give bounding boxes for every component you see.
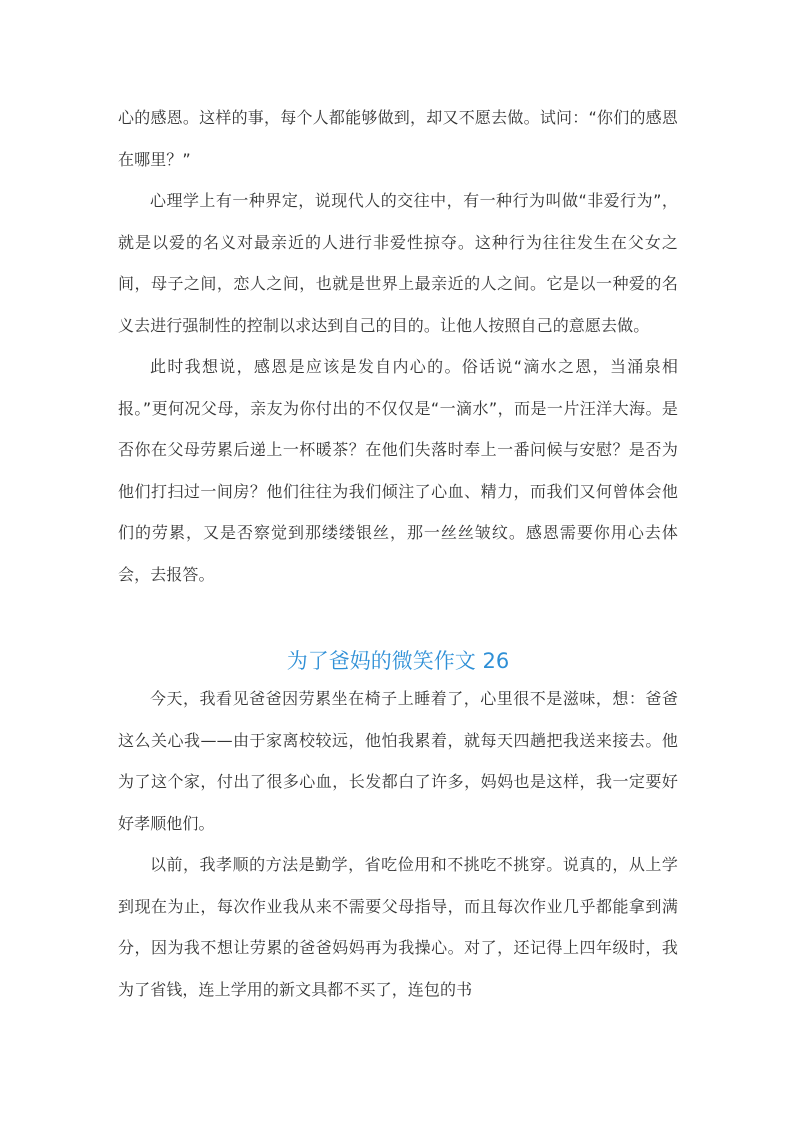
paragraph: 心的感恩。这样的事，每个人都能够做到，却又不愿去做。试问：“你们的感恩在哪里？” <box>118 108 678 169</box>
essay-body-section <box>118 678 678 1010</box>
previous-essay-section <box>118 97 678 595</box>
paragraph: 以前，我孝顺的方法是勤学，省吃俭用和不挑吃不挑穿。说真的，从上学到现在为止，每次作业我从来不需要父母指导，而且每次作业几乎都能拿到满分，因为我不想让劳累的爸爸妈妈再为我操心。对了，还记得上四年级时，我为了省钱，连上学用的新文具都不买了，连包的书 <box>118 855 678 999</box>
paragraph: 此时我想说，感恩是应该是发自内心的。俗话说“滴水之恩，当涌泉相报。”更何况父母，亲友为你付出的不仅仅是“一滴水”，而是一片汪洋大海。是否你在父母劳累后递上一杯暖茶？在他们失落时奉上一番问候与安慰？是否为他们打扫过一间房？他们往往为我们倾注了心血、精力，而我们又何曾体会他们的劳累，又是否察觉到那缕缕银丝，那一丝丝皱纹。感恩需要你用心去体会，去报答。 <box>118 357 678 584</box>
paragraph: 今天，我看见爸爸因劳累坐在椅子上睡着了，心里很不是滋味，想：爸爸这么关心我——由于家离校较远，他怕我累着，就每天四趟把我送来接去。他为了这个家，付出了很多心血，长发都白了许多，妈妈也是这样，我一定要好好孝顺他们。 <box>118 689 678 833</box>
paragraph: 心理学上有一种界定，说现代人的交往中，有一种行为叫做“非爱行为”，就是以爱的名义对最亲近的人进行非爱性掠夺。这种行为往往发生在父女之间，母子之间，恋人之间，也就是世界上最亲近的人之间。它是以一种爱的名义去进行强制性的控制以求达到自己的目的。让他人按照自己的意愿去做。 <box>118 191 678 335</box>
essay-title: 为了爸妈的微笑作文 26 <box>286 649 510 673</box>
